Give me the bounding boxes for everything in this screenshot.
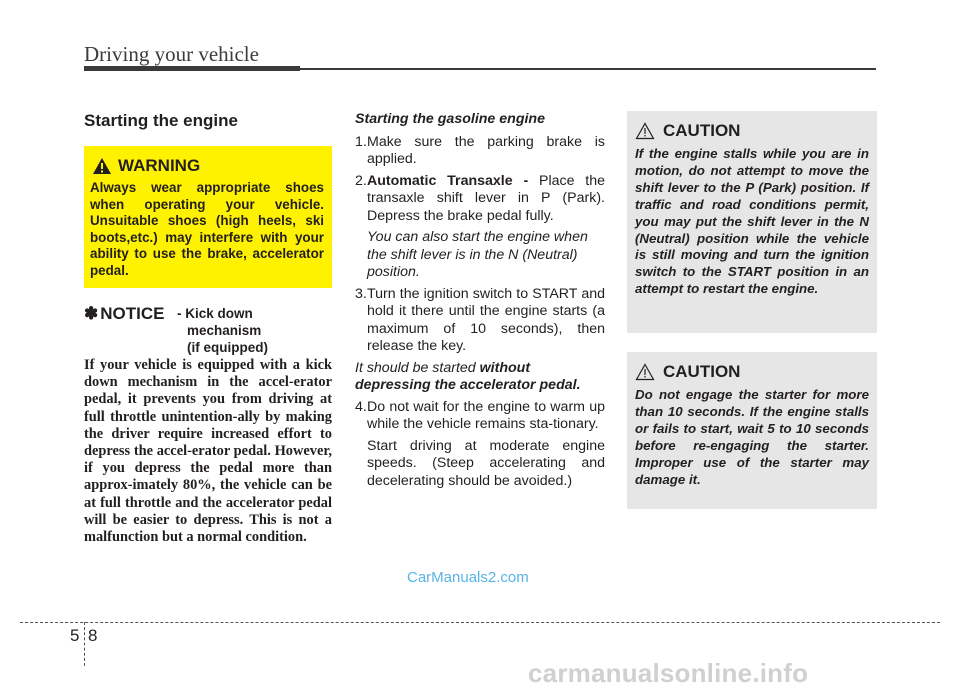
caution-title (635, 121, 740, 141)
caution-title (635, 362, 740, 382)
step-2-note: You can also start the engine when the shift lever is in the N (Neutral) position. (367, 229, 588, 280)
notice-body: If your vehicle is equipped with a kick down mechanism in the accel-erator pedal, it prevents you from driving at full throttle unintention-ally by making the driver require increased effort to depress the accel-erator pedal. However, if you depress the pedal more than approx-imately 80%, the vehicle can be at full throttle and the accelerator pedal will be easier to depress. This is not a malfunction but a normal condition. (84, 357, 332, 546)
caution-title-text: CAUTION (663, 362, 741, 381)
warning-title (92, 156, 200, 176)
notice-star-icon: ✽ (84, 304, 99, 323)
page-number: 8 (88, 626, 98, 645)
step-3 (355, 286, 605, 356)
notice-sub-line3: (if equipped) (187, 340, 268, 355)
step-2 (355, 173, 605, 226)
caution-body: Do not engage the starter for more than 10 seconds. If the engine stalls or fails to start, wait 5 to 10 seconds before re-engaging the starter. Improper use of the starter may damage it. (635, 387, 869, 487)
caution-triangle-icon (635, 122, 655, 140)
notice-subtitle (177, 305, 268, 356)
caution-title-text: CAUTION (663, 121, 741, 140)
step-2-text: Place the transaxle shift lever in P (Park). Depress the brake pedal fully. (367, 172, 605, 224)
caution-body: If the engine stalls while you are in motion, do not attempt to move the shift lever to the P (Park) position. If traffic and road conditions permit, you may put the shift lever in the N (Neutral) position while the vehicle is still moving and turn the ignition switch to the START position in an attempt to restart the engine. (635, 146, 869, 297)
step-4-number: 4. (355, 398, 367, 415)
gasoline-instructions (355, 111, 605, 494)
step-1 (355, 134, 605, 169)
carmanuals-watermark[interactable]: CarManuals2.com (407, 569, 529, 586)
warning-body: Always wear appropriate shoes when operating your vehicle. Unsuitable shoes (high heels, ski boots,etc.) may interfere with your ability to use the brake, accelerator pedal. (90, 180, 324, 278)
no-accelerator-plain: It should be started (355, 359, 480, 376)
notice-sub-line2: mechanism (187, 323, 262, 338)
caution-box-stall (627, 111, 877, 333)
no-accelerator-note (355, 360, 605, 395)
step-3-text: Turn the ignition switch to START and hold it there until the engine starts (a maximum of 10 seconds), then release the key. (367, 285, 605, 354)
step-3-number: 3. (355, 285, 367, 302)
footer-dashed-rule (20, 622, 940, 623)
header-rule-thin (300, 68, 876, 70)
warning-box (84, 146, 332, 288)
step-1-text: Make sure the parking brake is applied. (367, 133, 605, 167)
caution-box-starter (627, 352, 877, 509)
warning-triangle-icon (92, 157, 112, 175)
no-accelerator-bold: without depressing the accelerator pedal. (355, 359, 581, 393)
step-4-extra: Start driving at moderate engine speeds. (Steep accelerating and decelerating should be avoided.) (367, 437, 605, 489)
section-heading: Starting the engine (84, 111, 238, 130)
step-2-number: 2. (355, 172, 367, 189)
site-watermark: carmanualsonline.info (528, 658, 809, 688)
header-rule-thick (84, 66, 300, 71)
step-4 (355, 399, 605, 434)
page-header-title: Driving your vehicle (84, 42, 259, 66)
notice-label: NOTICE (100, 304, 165, 323)
gasoline-subhead: Starting the gasoline engine (355, 111, 545, 127)
footer-dashed-divider (84, 622, 85, 666)
notice-sub-line1: - Kick down (177, 306, 253, 321)
step-2-bold: Automatic Transaxle - (367, 172, 529, 189)
caution-triangle-icon (635, 363, 655, 381)
warning-title-text: WARNING (118, 156, 201, 175)
step-4-text: Do not wait for the engine to warm up while the vehicle remains sta-tionary. (367, 398, 605, 432)
step-1-number: 1. (355, 133, 367, 150)
notice-heading (84, 304, 164, 324)
chapter-number: 5 (70, 626, 80, 645)
